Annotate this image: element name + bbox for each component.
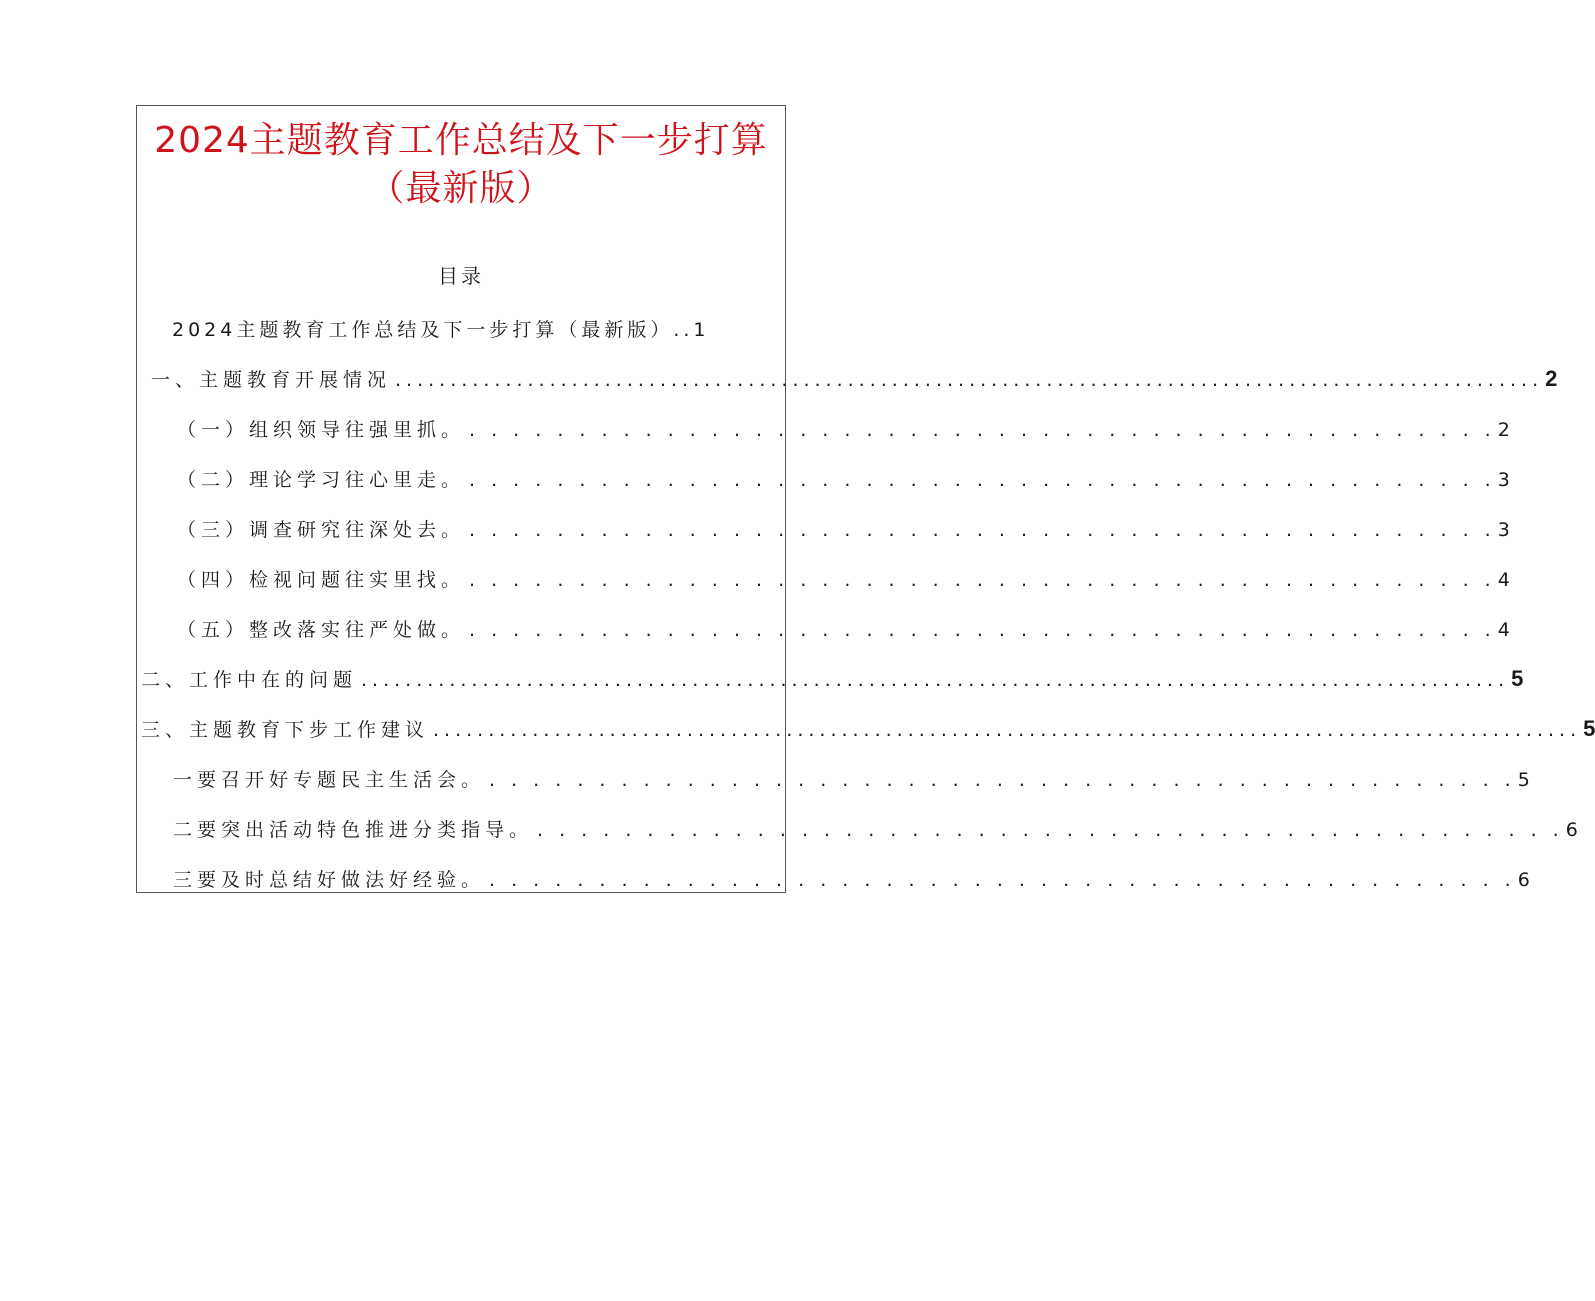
- toc-entry-page: 6: [1565, 819, 1578, 841]
- document-title-line1: 2024主题教育工作总结及下一步打算: [154, 120, 768, 161]
- toc-leader-dots: . . . . . . . . . . . . . . . . . . . . . . . . . . . . . . . . . . . . . . . . . . . . . . .: [469, 619, 1496, 641]
- toc-entry-page: 3: [1497, 519, 1510, 541]
- toc-entry[interactable]: [177, 465, 1510, 495]
- toc-leader-dots: . . . . . . . . . . . . . . . . . . . . . . . . . . . . . . . . . . . . . . . . . . . . . . .: [469, 569, 1496, 591]
- toc-entry-page: 2: [1545, 366, 1558, 391]
- toc-entry-text: 三要及时总结好做法好经验。: [173, 869, 486, 891]
- document-page: [136, 105, 1595, 893]
- toc-entry[interactable]: [177, 615, 1510, 645]
- toc-entry-page: 5: [1517, 769, 1530, 791]
- toc-entry[interactable]: [141, 664, 1524, 694]
- toc-entry-text: （一）组织领导往强里抓。: [177, 419, 466, 441]
- toc-entry[interactable]: [177, 565, 1510, 595]
- toc-entry-page: 4: [1497, 569, 1510, 591]
- toc-entry-title[interactable]: 2024主题教育工作总结及下一步打算（最新版）..1: [172, 319, 710, 341]
- toc-entry-page: 6: [1517, 869, 1530, 891]
- toc-entry[interactable]: [151, 364, 1558, 394]
- toc-leader-dots: . . . . . . . . . . . . . . . . . . . . . . . . . . . . . . . . . . . . . . . . . . . . . . .: [489, 769, 1516, 791]
- toc-leader-dots: . . . . . . . . . . . . . . . . . . . . . . . . . . . . . . . . . . . . . . . . . . . . . . .: [469, 419, 1496, 441]
- toc-entry[interactable]: [141, 714, 1595, 744]
- document-title-line2: （最新版）: [368, 168, 554, 209]
- toc-entry-page: 5: [1583, 716, 1595, 741]
- toc-entry-text: 一、主题教育开展情况: [151, 369, 392, 391]
- toc-entry[interactable]: [173, 865, 1530, 895]
- toc-entry[interactable]: [173, 765, 1530, 795]
- toc-leader-dots: . . . . . . . . . . . . . . . . . . . . . . . . . . . . . . . . . . . . . . . . . . . . . . .: [469, 519, 1496, 541]
- toc-entry[interactable]: [177, 515, 1510, 545]
- toc-leader-dots: . . . . . . . . . . . . . . . . . . . . . . . . . . . . . . . . . . . . . . . . . . . . . . .: [537, 819, 1564, 841]
- toc-entry-text: （二）理论学习往心里走。: [177, 469, 466, 491]
- toc-leader-dots: . . . . . . . . . . . . . . . . . . . . . . . . . . . . . . . . . . . . . . . . . . . . . . .: [469, 469, 1496, 491]
- toc-entry-text: （五）整改落实往严处做。: [177, 619, 466, 641]
- toc-entry-page: 3: [1497, 469, 1510, 491]
- toc-entry-text: （三）调查研究往深处去。: [177, 519, 466, 541]
- toc-entry-text: 二、工作中在的问题: [141, 669, 358, 691]
- toc-entry-text: 三、主题教育下步工作建议: [141, 719, 430, 741]
- toc-leader-dots: ........................................................................................................: [433, 719, 1582, 741]
- toc-entry[interactable]: [177, 415, 1510, 445]
- toc-leader-dots: ........................................................................................................: [361, 669, 1510, 691]
- toc-leader-dots: . . . . . . . . . . . . . . . . . . . . . . . . . . . . . . . . . . . . . . . . . . . . . . .: [489, 869, 1516, 891]
- toc-entry-page: 4: [1497, 619, 1510, 641]
- toc-entry-page: 5: [1511, 666, 1524, 691]
- toc-heading: 目录: [438, 264, 484, 288]
- toc-entry-text: 二要突出活动特色推进分类指导。: [173, 819, 534, 841]
- toc-entry-page: 2: [1497, 419, 1510, 441]
- toc-entry[interactable]: [173, 815, 1578, 845]
- toc-entry-text: （四）检视问题往实里找。: [177, 569, 466, 591]
- toc-entry-text: 一要召开好专题民主生活会。: [173, 769, 486, 791]
- toc-leader-dots: ........................................................................................................: [395, 369, 1544, 391]
